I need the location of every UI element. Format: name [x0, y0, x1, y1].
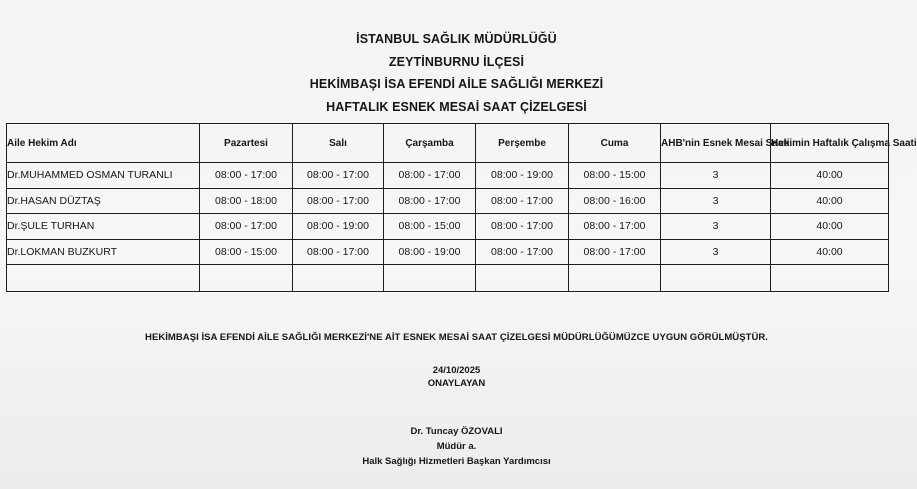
- column-header-monday: Pazartesi: [200, 124, 293, 163]
- tuesday-hours: 08:00 - 17:00: [293, 188, 384, 214]
- schedule-table: [6, 123, 917, 292]
- approval-label: ONAYLAYAN: [427, 378, 486, 389]
- monday-hours: 08:00 - 15:00: [200, 239, 293, 265]
- monday-hours: 08:00 - 17:00: [200, 214, 293, 240]
- doctor-name: Dr.ŞULE TURHAN: [7, 214, 200, 240]
- weekly-hours: 40:00: [771, 163, 889, 189]
- signer-title: Müdür a.: [436, 441, 477, 452]
- friday-hours: 08:00 - 17:00: [569, 214, 661, 240]
- column-header-flex-hours: AHB'nin Esnek Mesai Saati: [661, 124, 771, 163]
- thursday-hours: 08:00 - 17:00: [476, 214, 569, 240]
- friday-hours: 08:00 - 16:00: [569, 188, 661, 214]
- empty-cell: [293, 265, 384, 292]
- schedule-title: HAFTALIK ESNEK MESAİ SAAT ÇİZELGESİ: [326, 99, 587, 114]
- district-title: ZEYTİNBURNU İLÇESİ: [388, 54, 525, 69]
- approval-date: 24/10/2025: [432, 365, 481, 376]
- doctor-name: Dr.LOKMAN BUZKURT: [7, 239, 200, 265]
- weekly-hours: 40:00: [771, 214, 889, 240]
- signer-role: Halk Sağlığı Hizmetleri Başkan Yardımcısı: [362, 456, 551, 467]
- tuesday-hours: 08:00 - 17:00: [293, 163, 384, 189]
- empty-cell: [771, 265, 889, 292]
- column-header-thursday: Perşembe: [476, 124, 569, 163]
- thursday-hours: 08:00 - 17:00: [476, 188, 569, 214]
- signature-block: [0, 424, 913, 469]
- monday-hours: 08:00 - 17:00: [200, 163, 293, 189]
- thursday-hours: 08:00 - 19:00: [476, 163, 569, 189]
- tuesday-hours: 08:00 - 17:00: [293, 239, 384, 265]
- document-header: [0, 28, 913, 118]
- center-title: HEKİMBAŞI İSA EFENDİ AİLE SAĞLIĞI MERKEZİ: [309, 77, 604, 91]
- table-row: [7, 214, 889, 240]
- table-row: [7, 239, 889, 265]
- doctor-name: Dr.MUHAMMED OSMAN TURANLI: [7, 163, 200, 189]
- empty-cell: [384, 265, 476, 292]
- flex-hours: 3: [661, 188, 771, 214]
- table-row: [7, 163, 889, 189]
- empty-cell: [200, 265, 293, 292]
- institution-title: İSTANBUL SAĞLIK MÜDÜRLÜĞÜ: [356, 32, 557, 46]
- signer-name: Dr. Tuncay ÖZOVALI: [410, 426, 503, 437]
- empty-cell: [7, 265, 200, 292]
- monday-hours: 08:00 - 18:00: [200, 188, 293, 214]
- column-header-friday: Cuma: [569, 124, 661, 163]
- weekly-hours: 40:00: [771, 188, 889, 214]
- flex-hours: 3: [661, 214, 771, 240]
- wednesday-hours: 08:00 - 15:00: [384, 214, 476, 240]
- column-header-name: Aile Hekim Adı: [7, 124, 200, 163]
- approval-date-block: [0, 364, 913, 390]
- empty-cell: [569, 265, 661, 292]
- column-header-weekly-hours: Hekimin Haftalık Çalışma Saati: [771, 124, 889, 163]
- column-header-wednesday: Çarşamba: [384, 124, 476, 163]
- wednesday-hours: 08:00 - 19:00: [384, 239, 476, 265]
- friday-hours: 08:00 - 17:00: [569, 239, 661, 265]
- table-row: [7, 188, 889, 214]
- empty-cell: [476, 265, 569, 292]
- empty-table-row: [7, 265, 889, 292]
- approval-statement: HEKİMBAŞI İSA EFENDİ AİLE SAĞLIĞI MERKEZİ'NE AİT ESNEK MESAİ SAAT ÇİZELGESİ MÜDÜRLÜĞÜMÜZCE UYGUN GÖRÜLMÜŞTÜR.: [145, 332, 768, 343]
- tuesday-hours: 08:00 - 19:00: [293, 214, 384, 240]
- flex-hours: 3: [661, 239, 771, 265]
- thursday-hours: 08:00 - 17:00: [476, 239, 569, 265]
- doctor-name: Dr.HASAN DÜZTAŞ: [7, 188, 200, 214]
- weekly-hours: 40:00: [771, 239, 889, 265]
- empty-cell: [661, 265, 771, 292]
- flex-hours: 3: [661, 163, 771, 189]
- wednesday-hours: 08:00 - 17:00: [384, 163, 476, 189]
- wednesday-hours: 08:00 - 17:00: [384, 188, 476, 214]
- column-header-tuesday: Salı: [293, 124, 384, 163]
- friday-hours: 08:00 - 15:00: [569, 163, 661, 189]
- table-header-row: [7, 124, 889, 163]
